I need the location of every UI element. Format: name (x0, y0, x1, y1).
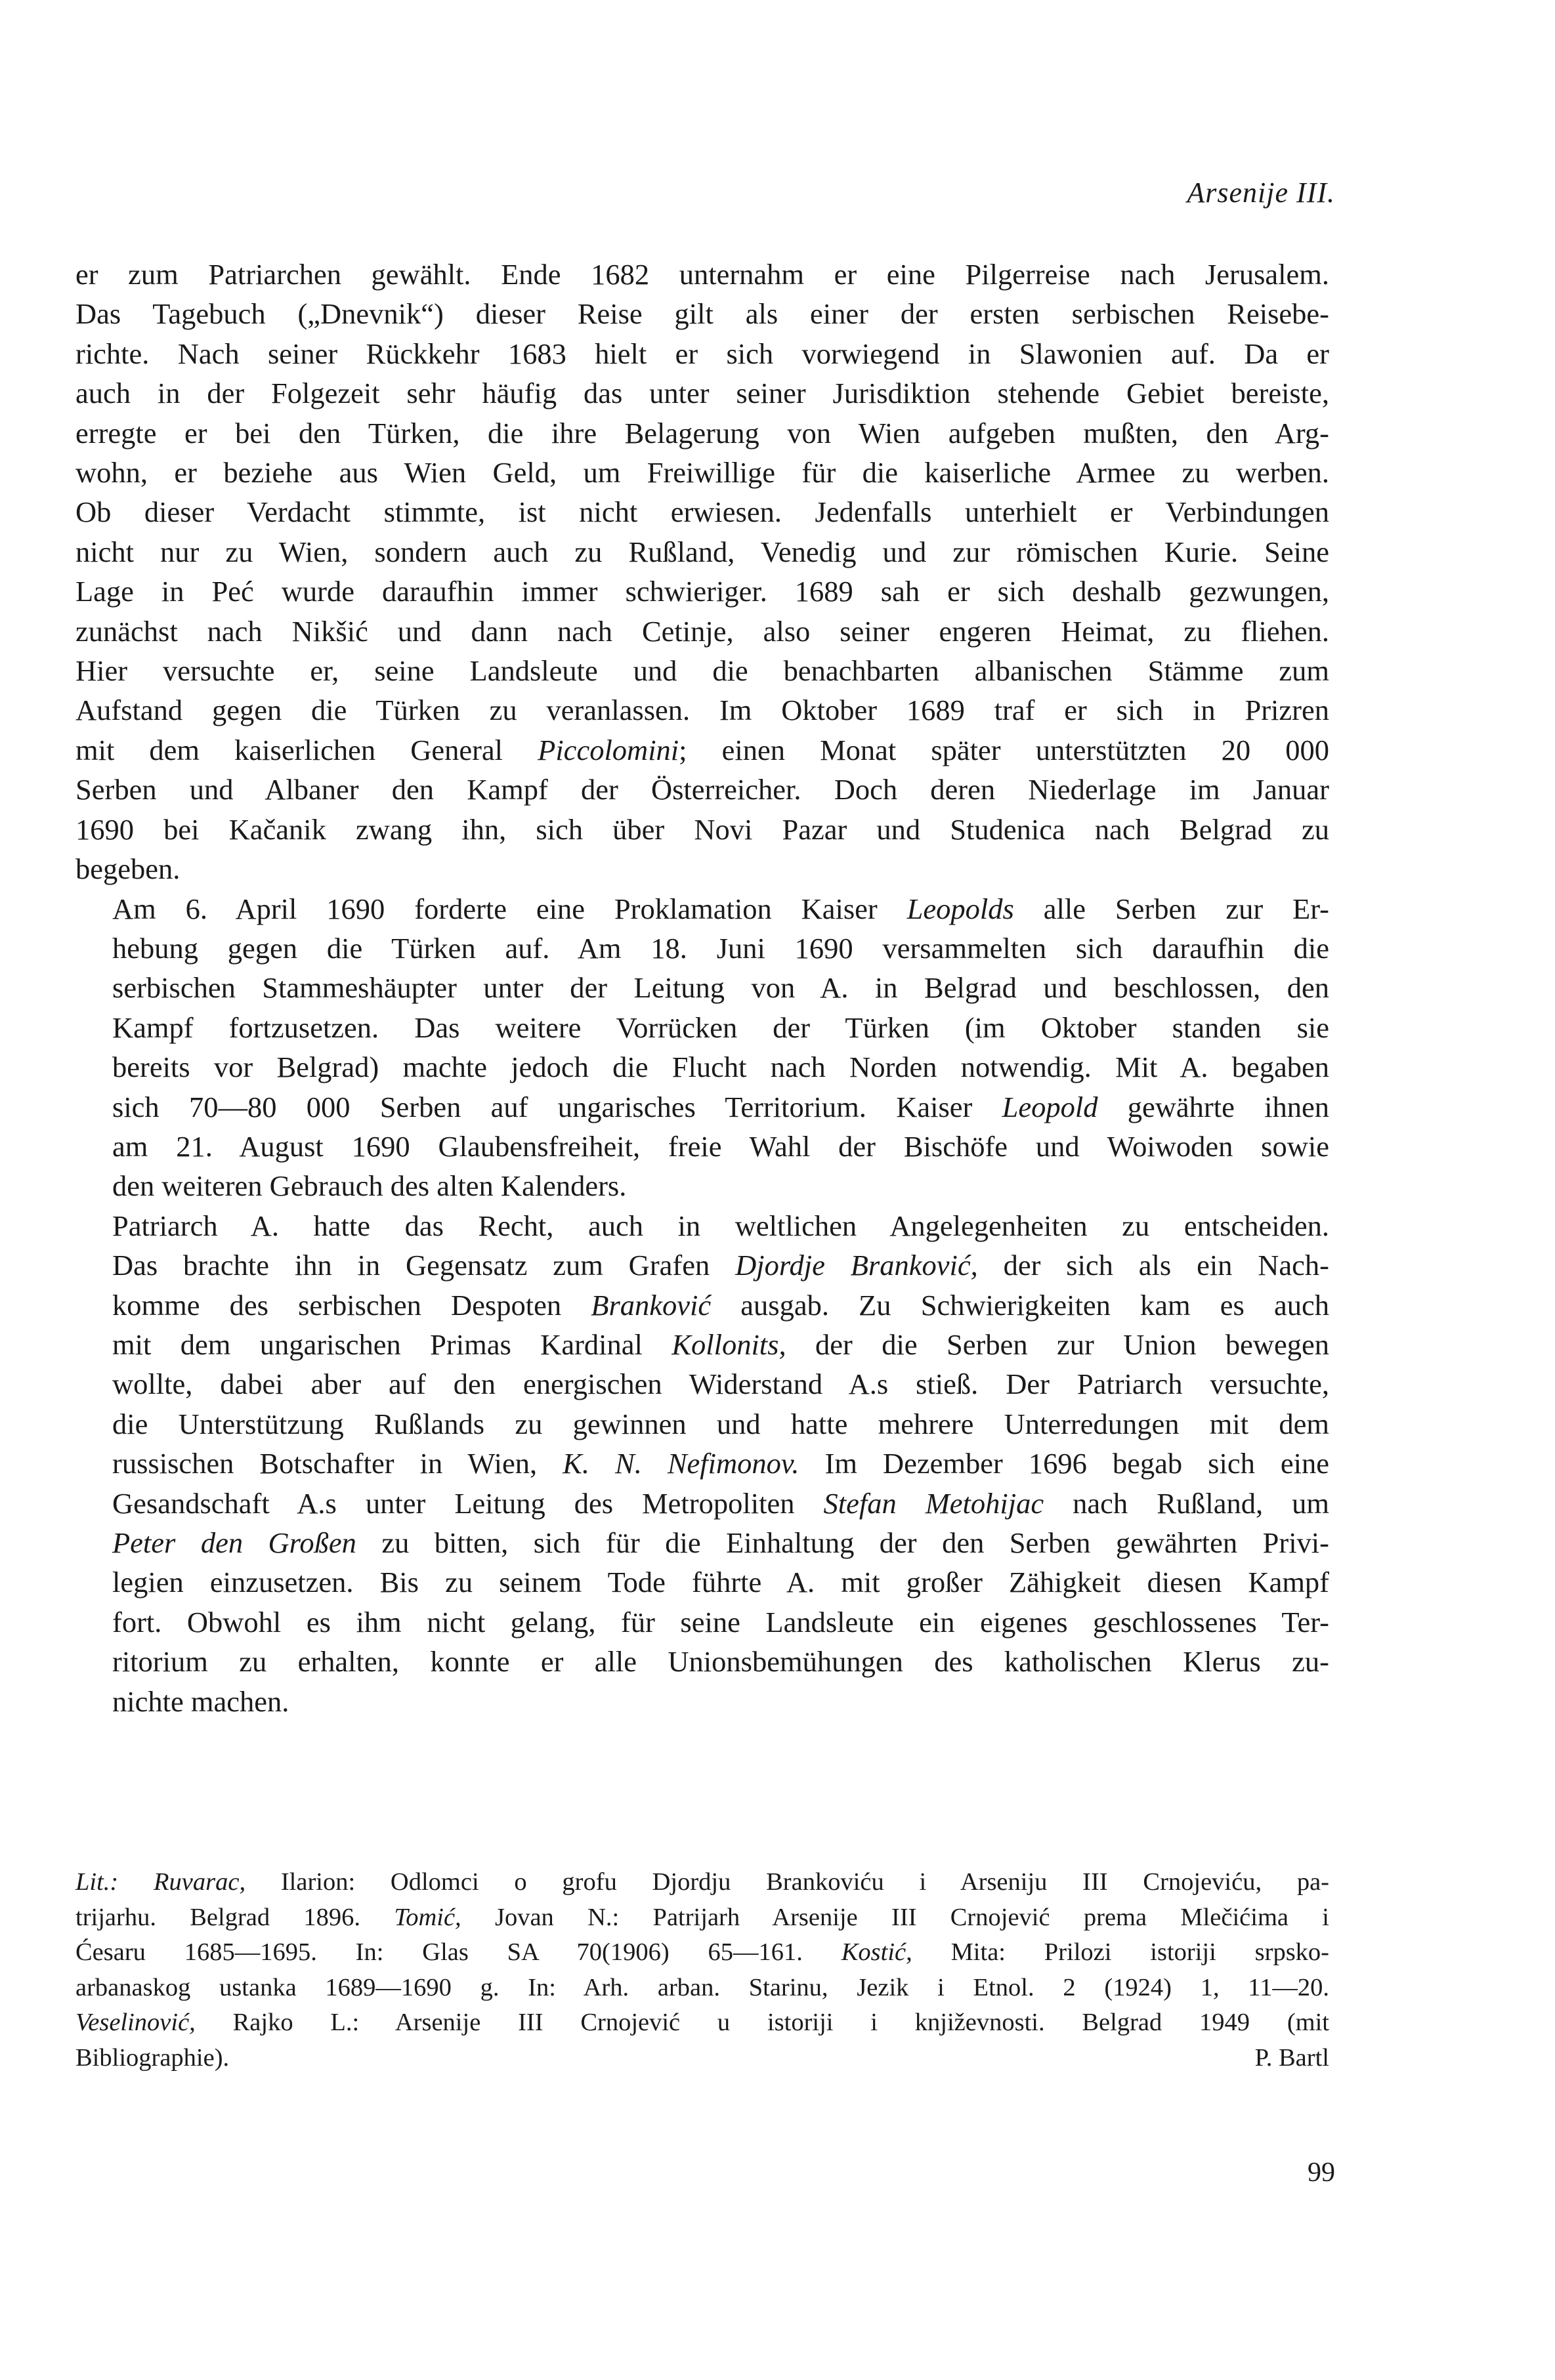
text-run: sich 70—80 000 Serben auf ungarisches Territorium. Kaiser (112, 1090, 1002, 1123)
text-run: am 21. August 1690 Glaubensfreiheit, freie Wahl der Bischöfe und Woiwoden sowie (112, 1129, 1329, 1163)
text-line (75, 1127, 1329, 1166)
text-line (75, 334, 1329, 373)
text-line (75, 532, 1329, 572)
text-line (75, 413, 1329, 453)
reference-line (75, 2041, 1329, 2076)
text-run: russischen Botschafter in Wien, (112, 1447, 563, 1480)
running-head: Arsenije III. (1187, 177, 1335, 209)
text-run: Ćesaru 1685—1695. In: Glas SA 70(1906) 65—161. (75, 1938, 841, 1967)
text-line (75, 1682, 1329, 1721)
text-line (75, 849, 1329, 888)
italic-name: Ruvarac, (154, 1868, 246, 1896)
text-line (75, 1206, 1329, 1245)
text-line (75, 1325, 1329, 1364)
italic-name: K. N. Nefimonov. (563, 1447, 799, 1480)
text-run: Serben und Albaner den Kampf der Österreicher. Doch deren Niederlage im Januar (75, 773, 1329, 806)
text-line (75, 1087, 1329, 1127)
text-run: zunächst nach Nikšić und dann nach Cetinje, also seiner engeren Heimat, zu fliehen. (75, 614, 1329, 648)
text-run: Hier versuchte er, seine Landsleute und die benachbarten albanischen Stämme zum (75, 654, 1329, 688)
text-line (75, 1047, 1329, 1087)
reference-line (75, 1971, 1329, 2006)
text-run: gewährte ihnen (1097, 1090, 1330, 1123)
text-run: Gesandschaft A.s unter Leitung des Metropoliten (112, 1486, 824, 1520)
italic-name: Stefan Metohijac (823, 1486, 1044, 1520)
text-run: Patriarch A. hatte das Recht, auch in weltlichen Angelegenheiten zu entscheiden. (112, 1209, 1329, 1242)
reference-line (75, 1900, 1329, 1936)
text-run: trijarhu. Belgrad 1896. (75, 1903, 394, 1931)
italic-name: Kostić, (841, 1938, 912, 1967)
text-line (75, 730, 1329, 770)
italic-name: Leopolds (906, 892, 1014, 925)
text-run: bereits vor Belgrad) machte jedoch die Flucht nach Norden notwendig. Mit A. begaben (112, 1051, 1329, 1084)
italic-name: Djordje Branković, (735, 1249, 978, 1282)
italic-name: Veselinović, (75, 2009, 196, 2037)
text-run: wohn, er beziehe aus Wien Geld, um Freiwillige für die kaiserliche Armee zu werben. (75, 456, 1329, 490)
text-run: hebung gegen die Türken auf. Am 18. Juni 1690 versammelten sich daraufhin die (112, 931, 1329, 965)
text-run: 1690 bei Kačanik zwang ihn, sich über Novi Pazar und Studenica nach Belgrad zu (75, 812, 1329, 846)
text-line (75, 1523, 1329, 1562)
reference-line (75, 2005, 1329, 2041)
text-run: Aufstand gegen die Türken zu veranlassen. Im Oktober 1689 traf er sich in Prizren (75, 694, 1329, 727)
text-run: richte. Nach seiner Rückkehr 1683 hielt er sich vorwiegend in Slawonien auf. Da er (75, 337, 1329, 370)
text-run: Jovan N.: Patrijarh Arsenije III Crnojević prema Mlečićima i (461, 1903, 1329, 1931)
page-number: 99 (1308, 2158, 1335, 2188)
text-line (75, 1245, 1329, 1285)
text-run: Im Dezember 1696 begab sich eine (799, 1447, 1330, 1480)
text-run: Das Tagebuch („Dnevnik“) dieser Reise gilt als einer der ersten serbischen Reisebe- (75, 297, 1329, 331)
text-run: fort. Obwohl es ihm nicht gelang, für seine Landsleute ein eigenes geschlossenes Ter- (112, 1605, 1329, 1639)
text-line (75, 929, 1329, 968)
text-line (75, 1642, 1329, 1681)
text-run: Bibliographie). (75, 2043, 230, 2072)
text-run: der sich als ein Nach- (977, 1249, 1329, 1282)
italic-name: Lit.: (75, 1868, 119, 1896)
italic-name: Piccolomini (538, 733, 679, 766)
text-run: komme des serbischen Despoten (112, 1288, 591, 1322)
text-run: alle Serben zur Er- (1013, 892, 1329, 925)
literature-references (75, 1865, 1329, 2076)
italic-name: Branković (591, 1288, 712, 1322)
text-run: nichte machen. (112, 1684, 289, 1718)
italic-name: Tomić, (394, 1903, 461, 1931)
text-run: ritorium zu erhalten, konnte er alle Unionsbemühungen des katholischen Klerus zu- (112, 1645, 1329, 1679)
text-line (75, 294, 1329, 333)
paragraph (75, 889, 1329, 1206)
text-line (75, 492, 1329, 532)
text-line (75, 1285, 1329, 1325)
text-run: Kampf fortzusetzen. Das weitere Vorrücken der Türken (im Oktober standen sie (112, 1011, 1329, 1044)
text-line (75, 690, 1329, 730)
text-run: Ob dieser Verdacht stimmte, ist nicht erwiesen. Jedenfalls unterhielt er Verbindungen (75, 495, 1329, 529)
text-run: Ilarion: Odlomci o grofu Djordju Brankoviću i Arseniju III Crnojeviću, pa- (245, 1868, 1330, 1896)
text-line (75, 810, 1329, 849)
reference-line (75, 1865, 1329, 1900)
text-run: Mita: Prilozi istoriji srpsko- (912, 1938, 1329, 1967)
text-line (75, 1166, 1329, 1205)
text-run (118, 1868, 154, 1896)
text-run: ; einen Monat später unterstützten 20 000 (679, 733, 1329, 766)
italic-name: Leopold (1002, 1090, 1098, 1123)
paragraph (75, 1206, 1329, 1721)
text-run: begeben. (75, 852, 181, 886)
text-run: serbischen Stammeshäupter unter der Leitung von A. in Belgrad und beschlossen, den (112, 971, 1329, 1005)
text-line (75, 373, 1329, 413)
text-run: Rajko L.: Arsenije III Crnojević u istoriji i književnosti. Belgrad 1949 (mit (195, 2009, 1329, 2037)
text-line (75, 1484, 1329, 1523)
text-line (75, 651, 1329, 690)
author-signature: P. Bartl (1254, 2043, 1329, 2072)
text-line (75, 968, 1329, 1007)
text-line (75, 255, 1329, 294)
text-line (75, 1562, 1329, 1602)
text-run: mit dem ungarischen Primas Kardinal (112, 1327, 672, 1361)
text-run: Am 6. April 1690 forderte eine Proklamation Kaiser (112, 892, 907, 925)
text-line (75, 572, 1329, 611)
text-run: der die Serben zur Union bewegen (786, 1327, 1329, 1361)
text-run: er zum Patriarchen gewählt. Ende 1682 unternahm er eine Pilgerreise nach Jerusalem. (75, 258, 1329, 291)
text-run: auch in der Folgezeit sehr häufig das unter seiner Jurisdiktion stehende Gebiet bereiste, (75, 377, 1329, 410)
text-line (75, 453, 1329, 492)
text-line (75, 1008, 1329, 1047)
text-run: erregte er bei den Türken, die ihre Belagerung von Wien aufgeben mußten, den Arg- (75, 416, 1329, 449)
paragraph (75, 255, 1329, 889)
text-line (75, 770, 1329, 809)
text-run: arbanaskog ustanka 1689—1690 g. In: Arh. arban. Starinu, Jezik i Etnol. 2 (1924) 1, 11—20. (75, 1973, 1329, 2001)
text-run: den weiteren Gebrauch des alten Kalenders. (112, 1169, 627, 1203)
text-line (75, 1364, 1329, 1404)
text-run: Lage in Peć wurde daraufhin immer schwieriger. 1689 sah er sich deshalb gezwungen, (75, 575, 1329, 608)
text-line (75, 1444, 1329, 1483)
text-run: nicht nur zu Wien, sondern auch zu Rußland, Venedig und zur römischen Kurie. Seine (75, 535, 1329, 568)
text-line (75, 1602, 1329, 1642)
text-run: Das brachte ihn in Gegensatz zum Grafen (112, 1249, 736, 1282)
text-run: mit dem kaiserlichen General (75, 733, 538, 766)
text-run: nach Rußland, um (1044, 1486, 1330, 1520)
text-run: zu bitten, sich für die Einhaltung der den Serben gewährten Privi- (356, 1526, 1329, 1559)
text-run: legien einzusetzen. Bis zu seinem Tode führte A. mit großer Zähigkeit diesen Kampf (112, 1566, 1329, 1599)
text-run: ausgab. Zu Schwierigkeiten kam es auch (711, 1288, 1329, 1322)
text-line (75, 612, 1329, 651)
text-line (75, 889, 1329, 929)
reference-line (75, 1935, 1329, 1971)
article-body (75, 255, 1329, 1721)
text-run: die Unterstützung Rußlands zu gewinnen und hatte mehrere Unterredungen mit dem (112, 1407, 1329, 1440)
text-line (75, 1404, 1329, 1444)
italic-name: Kollonits, (671, 1327, 786, 1361)
text-run: wollte, dabei aber auf den energischen Widerstand A.s stieß. Der Patriarch versuchte, (112, 1367, 1329, 1401)
italic-name: Peter den Großen (112, 1526, 356, 1559)
